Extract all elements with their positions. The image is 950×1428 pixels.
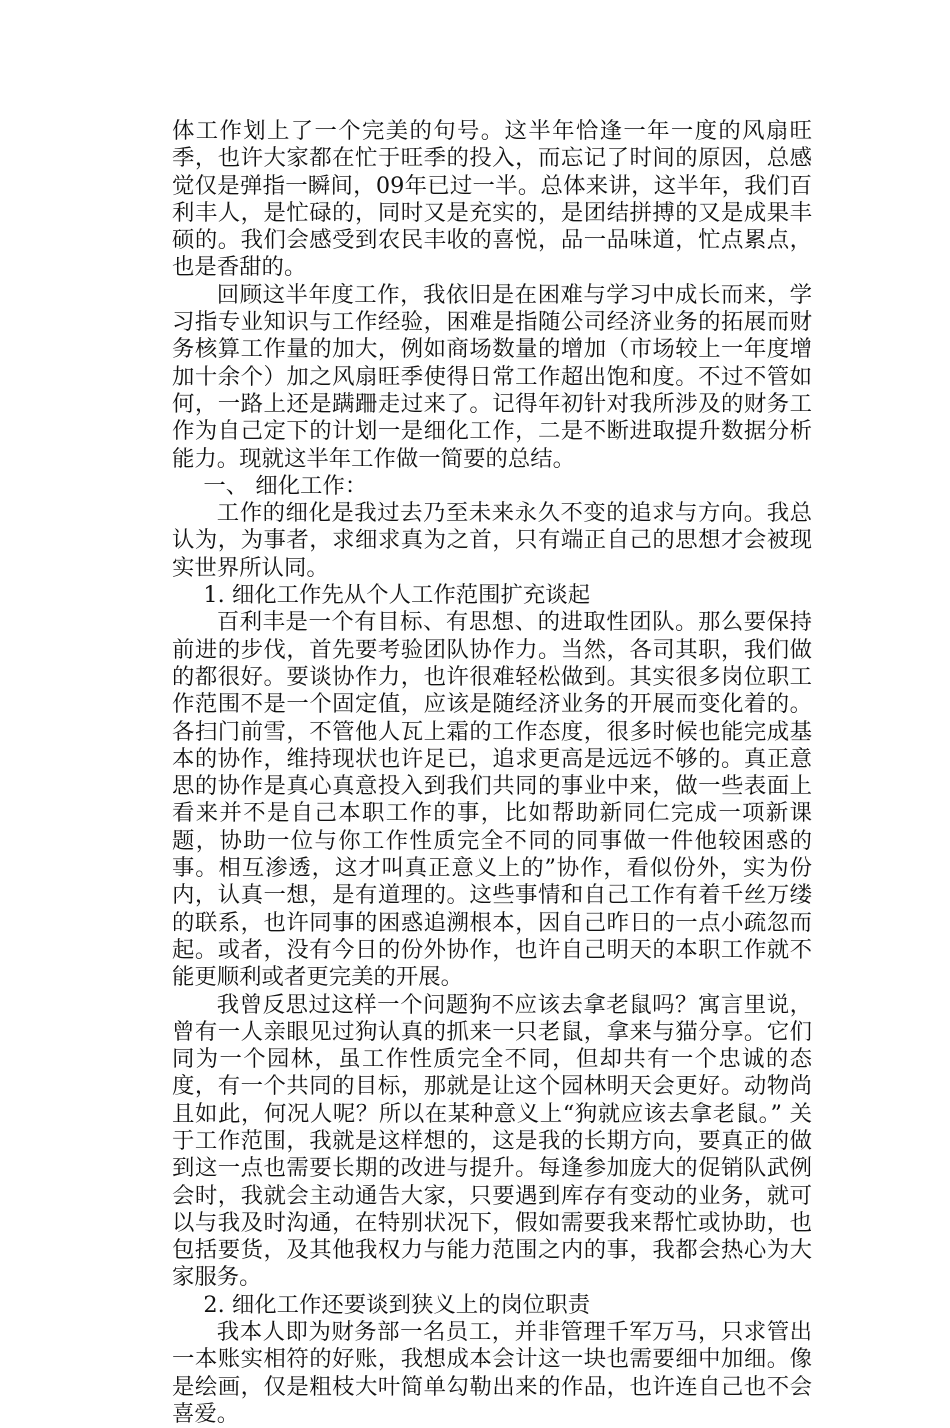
paragraph-refinement: 工作的细化是我过去乃至未来永久不变的追求与方向。我总认为，为事者，求细求真为之首，只有端正自己的思想才会被现实世界所认同。 bbox=[172, 500, 812, 581]
subsection-heading-1: 1. 细化工作先从个人工作范围扩充谈起 bbox=[203, 582, 591, 609]
subsection-heading-2: 2. 细化工作还要谈到狭义上的岗位职责 bbox=[203, 1291, 591, 1318]
document-body bbox=[172, 118, 812, 1428]
paragraph-duties: 我本人即为财务部一名员工，并非管理千军万马，只求管出一本账实相符的好账，我想成本会计这一块也需要细中加细。像是绘画，仅是粗枝大叶简单勾勒出来的作品，也许连自己也不会喜爱。 bbox=[172, 1319, 812, 1427]
paragraph-dog-fable: 我曾反思过这样一个问题狗不应该去拿老鼠吗？寓言里说，曾有一人亲眼见过狗认真的抓来一只老鼠，拿来与猫分享。它们同为一个园林，虽工作性质完全不同，但却共有一个忠诚的态度，有一个共同的目标，那就是让这个园林明天会更好。动物尚且如此，何况人呢？所以在某种意义上“狗就应该去拿老鼠。” 关于工作范围，我就是这样想的，这是我的长期方向，要真正的做到这一点也需要长期的改进与提升。每逢参加庞大的促销队武例会时，我就会主动通告大家，只要遇到库存有变动的业务，就可以与我及时沟通，在特别状况下，假如需要我来帮忙或协助，也包括要货，及其他我权力与能力范围之内的事，我都会热心为大家服务。 bbox=[172, 991, 812, 1291]
paragraph-continuation: 体工作划上了一个完美的句号。这半年恰逢一年一度的风扇旺季，也许大家都在忙于旺季的投入，而忘记了时间的原因，总感觉仅是弹指一瞬间，09年已过一半。总体来讲，这半年，我们百利丰人，是忙碌的，同时又是充实的，是团结拼搏的又是成果丰硕的。我们会感受到农民丰收的喜悦，品一品味道，忙点累点，也是香甜的。 bbox=[172, 118, 812, 281]
section-heading-1: 一、 细化工作： bbox=[203, 472, 368, 499]
paragraph-review: 回顾这半年度工作，我依旧是在困难与学习中成长而来，学习指专业知识与工作经验，困难是指随公司经济业务的拓展而财务核算工作量的加大，例如商场数量的增加（市场较上一年度增加十余个）加之风扇旺季使得日常工作超出饱和度。不过不管如何，一路上还是蹒跚走过来了。记得年初针对我所涉及的财务工作为自己定下的计划一是细化工作，二是不断进取提升数据分析能力。现就这半年工作做一简要的总结。 bbox=[172, 281, 812, 472]
paragraph-teamwork: 百利丰是一个有目标、有思想、的进取性团队。那么要保持前进的步伐，首先要考验团队协作力。当然，各司其职，我们做的都很好。要谈协作力，也许很难轻松做到。其实很多岗位职工作范围不是一个固定值，应该是随经济业务的开展而变化着的。各扫门前雪，不管他人瓦上霜的工作态度，很多时候也能完成基本的协作，维持现状也许足已，追求更高是远远不够的。真正意思的协作是真心真意投入到我们共同的事业中来，做一些表面上看来并不是自己本职工作的事，比如帮助新同仁完成一项新课题，协助一位与你工作性质完全不同的同事做一件他较困惑的事。相互渗透，这才叫真正意义上的”协作，看似份外，实为份内，认真一想，是有道理的。这些事情和自己工作有着千丝万缕的联系，也许同事的困惑追溯根本，因自己昨日的一点小疏忽而起。或者，没有今日的份外协作，也许自己明天的本职工作就不能更顺利或者更完美的开展。 bbox=[172, 609, 812, 991]
